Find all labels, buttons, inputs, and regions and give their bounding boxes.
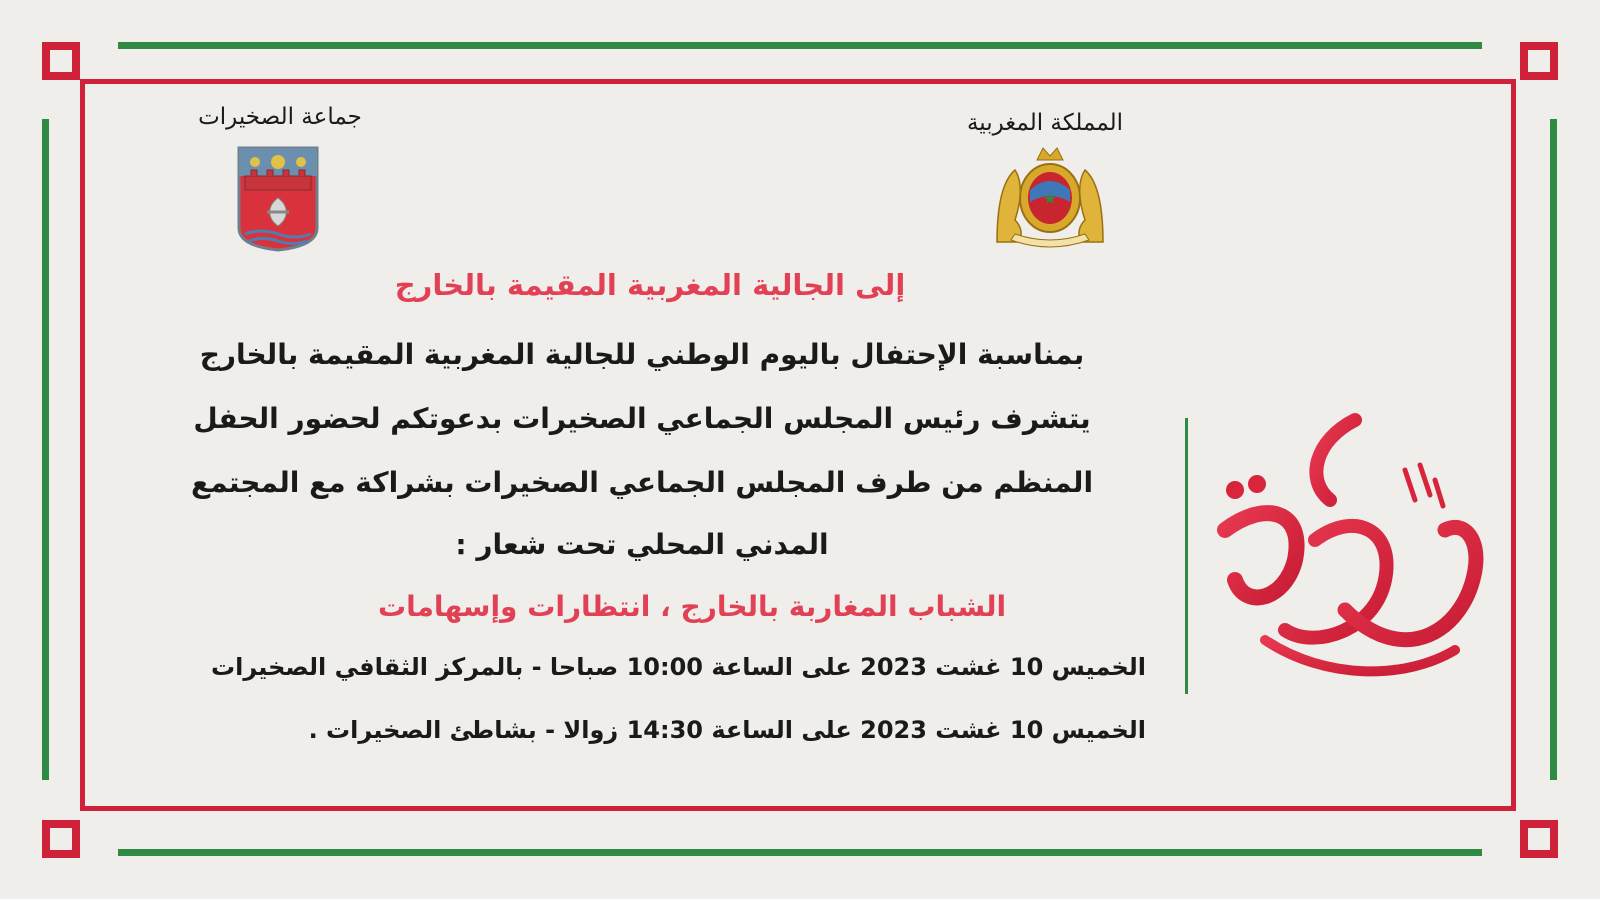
slogan: الشباب المغاربة بالخارج ، انتظارات وإسهامات xyxy=(377,590,1007,623)
invitation-calligraphy-title xyxy=(1205,410,1495,690)
body-line-3: المنظم من طرف المجلس الجماعي الصخيرات بشراكة مع المجتمع xyxy=(190,466,1094,499)
body-line-4: المدني المحلي تحت شعار : xyxy=(455,528,829,561)
green-right-line xyxy=(1550,119,1557,780)
corner-square-bottom-right xyxy=(1520,820,1558,858)
invitation-addressee: إلى الجالية المغربية المقيمة بالخارج xyxy=(394,268,906,302)
event-line-1: الخميس 10 غشت 2023 على الساعة 10:00 صباحا - بالمركز الثقافي الصخيرات xyxy=(211,653,1146,681)
corner-square-bottom-left xyxy=(42,820,80,858)
green-bottom-line xyxy=(118,849,1482,856)
corner-square-top-right xyxy=(1520,42,1558,80)
kingdom-label: المملكة المغربية xyxy=(966,110,1124,136)
body-line-1: بمناسبة الإحتفال باليوم الوطني للجالية المغربية المقيمة بالخارج xyxy=(199,338,1085,371)
moroccan-coat-of-arms-icon xyxy=(993,142,1107,250)
event-line-2: الخميس 10 غشت 2023 على الساعة 14:30 زوالا - بشاطئ الصخيرات . xyxy=(308,716,1146,744)
green-left-line xyxy=(42,119,49,780)
commune-label: جماعة الصخيرات xyxy=(198,104,362,130)
body-line-2: يتشرف رئيس المجلس الجماعي الصخيرات بدعوتكم لحضور الحفل xyxy=(193,402,1091,435)
green-top-line xyxy=(118,42,1482,49)
corner-square-top-left xyxy=(42,42,80,80)
vertical-divider xyxy=(1185,418,1188,694)
commune-shield-icon xyxy=(237,146,319,252)
